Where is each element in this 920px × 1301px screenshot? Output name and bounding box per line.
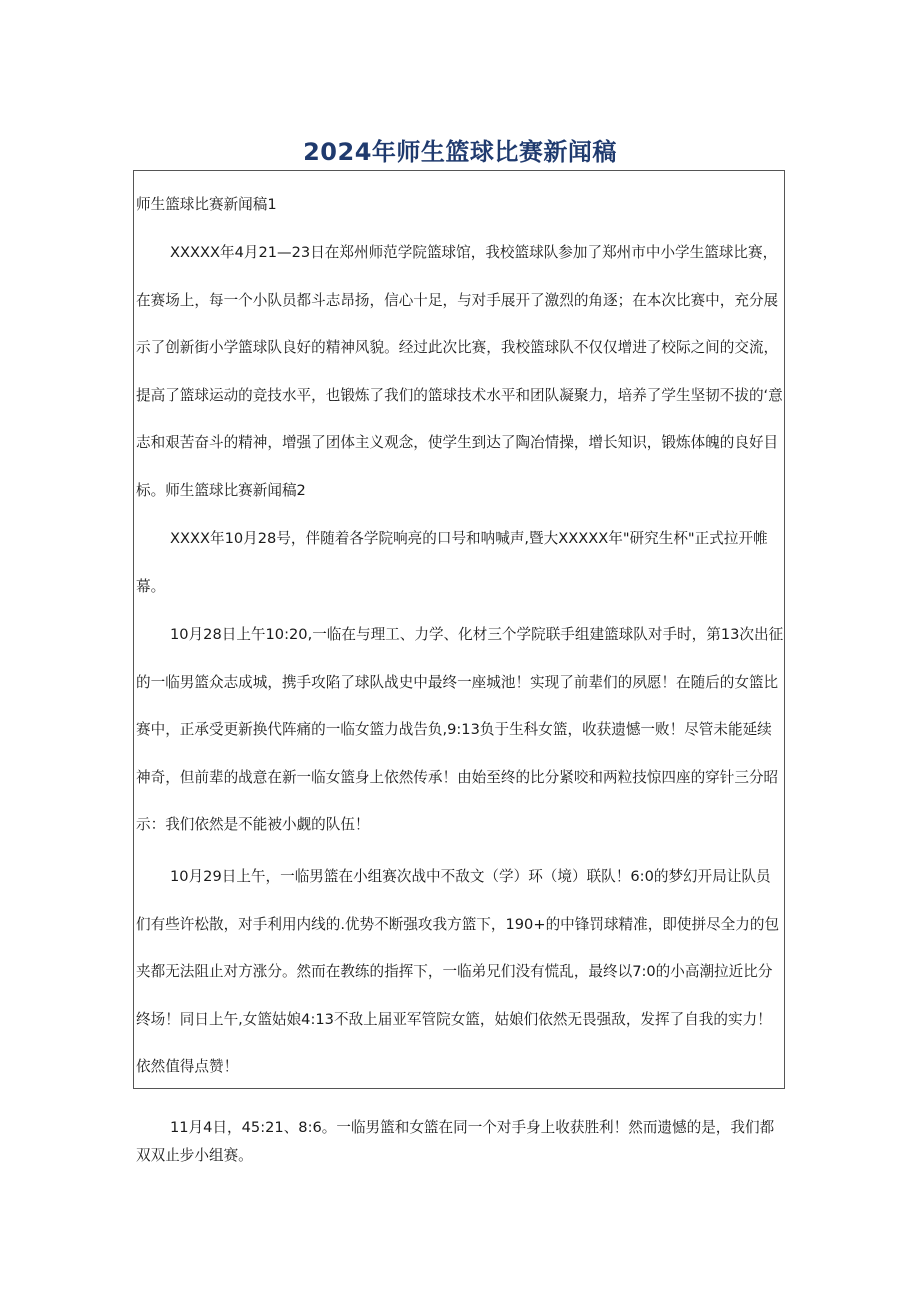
paragraph-4: 10月29日上午，一临男篮在小组赛次战中不敌文（学）环（境）联队！6:0的梦幻开局让队员们有些许松散，对手利用内线的.优势不断强攻我方篮下，190+的中锋罚球精准，即使拼尽全力的包夹都无法阻止对方涨分。然而在教练的指挥下，一临弟兄们没有慌乱，最终以7:0的小高潮拉近比分终场！同日上午,女篮姑娘4:13不敌上届亚军管院女篮，姑娘们依然无畏强敌，发挥了自我的实力！依然值得点赞！ <box>136 868 780 1075</box>
paragraph-3: 10月28日上午10:20,一临在与理工、力学、化材三个学院联手组建篮球队对手时，第13次出征的一临男篮众志成城，携手攻陷了球队战史中最终一座城池！实现了前辈们的夙愿！在随后的女篮比赛中，正承受更新换代阵痛的一临女篮力战告负,9:13负于生科女篮，收获遗憾一败！尽管未能延续神奇，但前辈的战意在新一临女篮身上依然传承！由始至终的比分紧咬和两粒技惊四座的穿针三分昭示：我们依然是不能被小觑的队伍！ <box>136 626 784 833</box>
paragraph-5: 11月4日，45:21、8:6。一临男篮和女篮在同一个对手身上收获胜利！然而遗憾的是，我们都双双止步小组赛。 <box>136 1119 775 1164</box>
paragraph-2: XXXX年10月28号，伴随着各学院响亮的口号和呐喊声,暨大XXXXX年"研究生杯"正式拉开帷幕。 <box>136 530 768 595</box>
paragraph-1: XXXXX年4月21—23日在郑州师范学院篮球馆，我校篮球队参加了郑州市中小学生篮球比赛，在赛场上，每一个小队员都斗志昂扬，信心十足，与对手展开了激烈的角逐；在本次比赛中，充分展示了创新街小学篮球队良好的精神风貌。经过此次比赛，我校篮球队不仅仅增进了校际之间的交流，提高了篮球运动的竞技水平，也锻炼了我们的篮球技术水平和团队凝聚力，培养了学生坚韧不拔的‘意志和艰苦奋斗的精神，增强了团体主义观念，使学生到达了陶冶情操，增长知识，锻炼体魄的良好目标。师生篮球比赛新闻稿2 <box>136 244 783 499</box>
document-title: 2024年师生篮球比赛新闻稿 <box>303 138 617 167</box>
section-heading: 师生篮球比赛新闻稿1 <box>136 196 277 213</box>
